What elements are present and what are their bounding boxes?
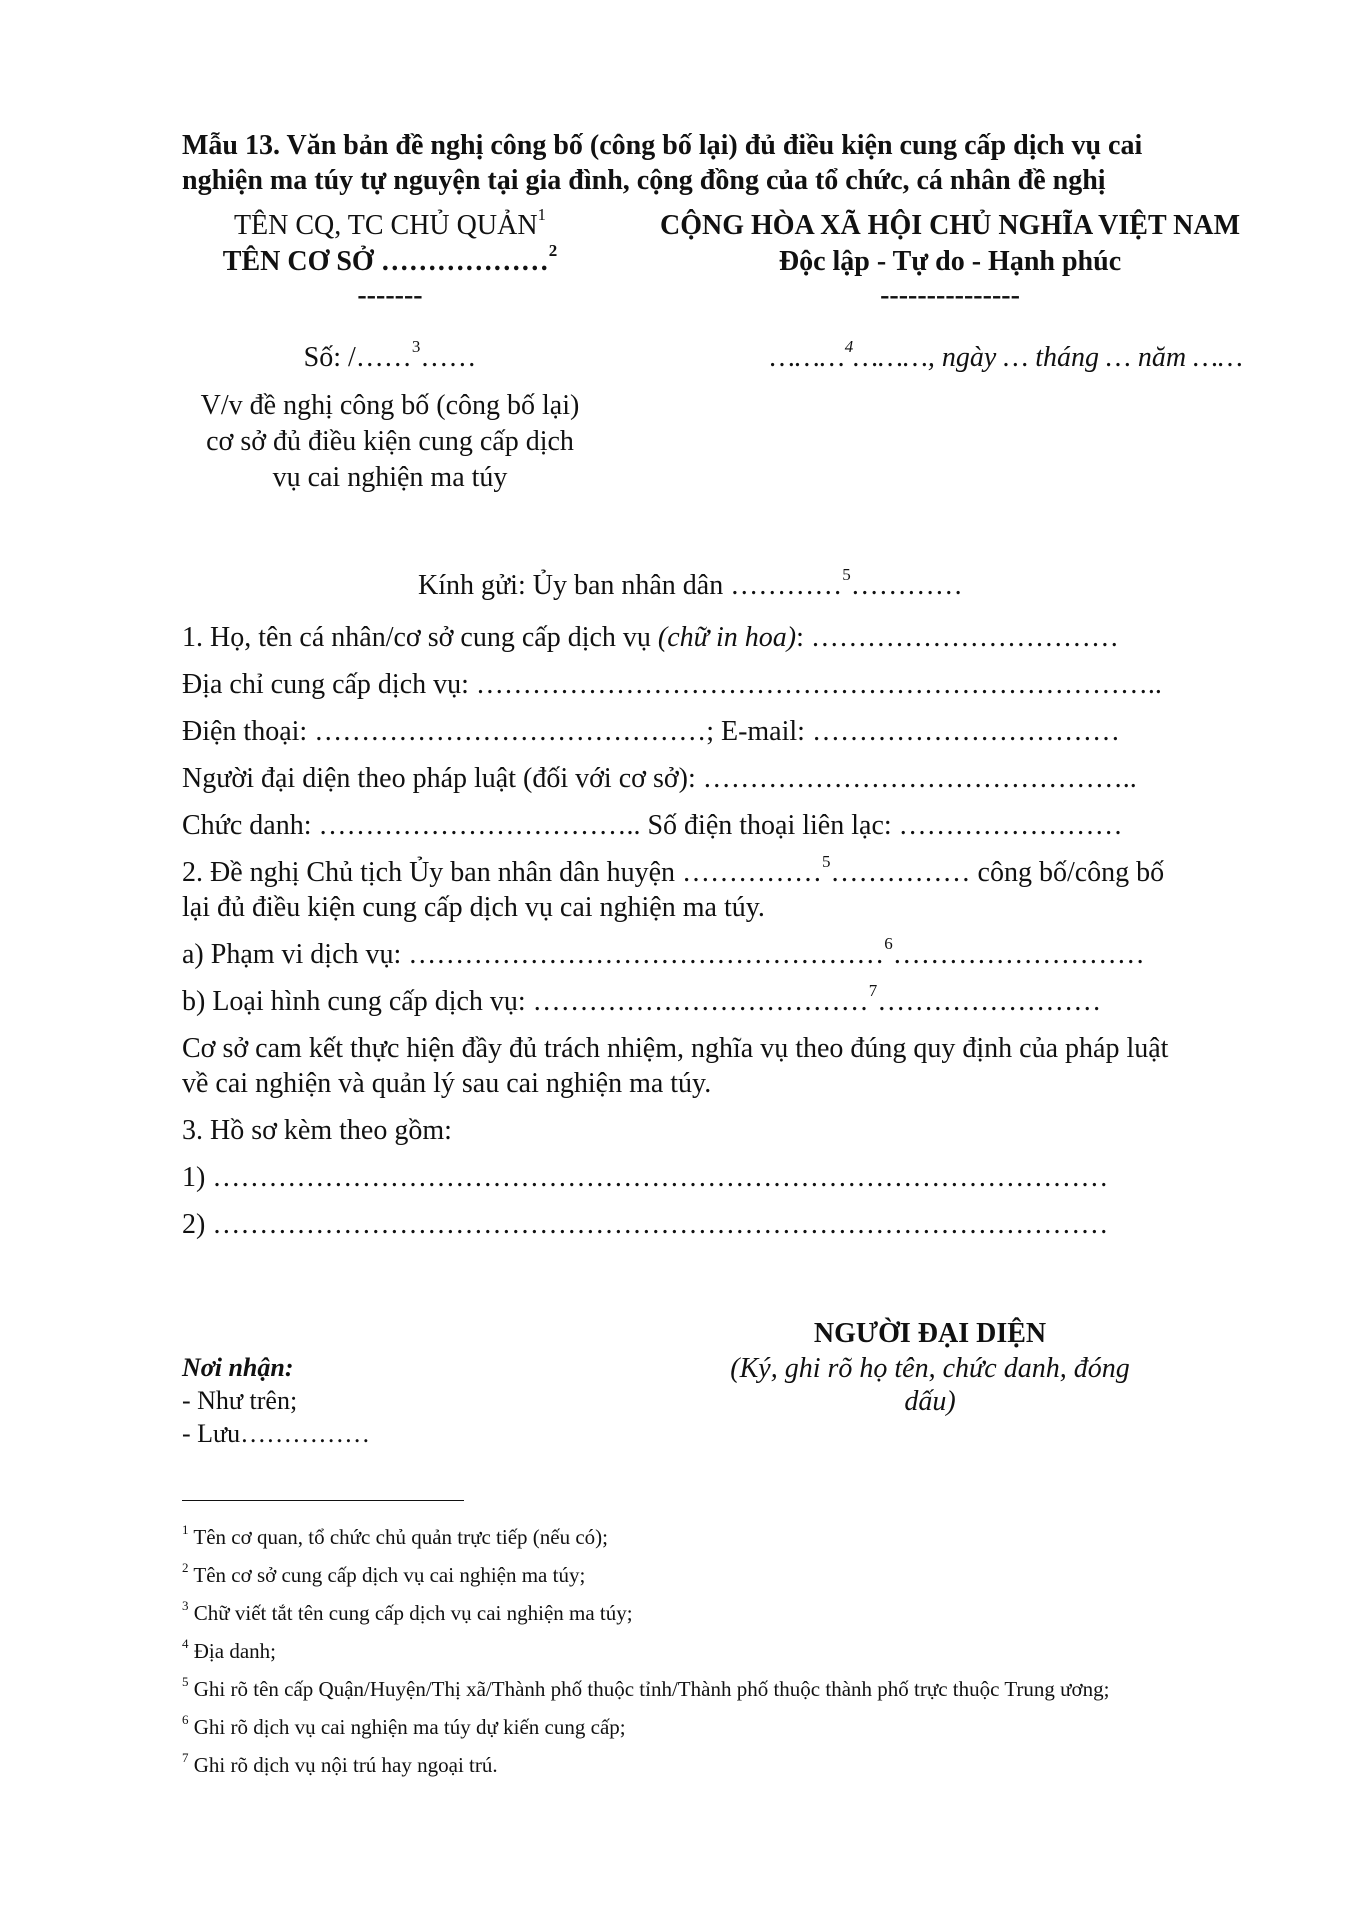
footnote-1: $^1$ Tên cơ quan, tổ chức chủ quản trực tiếp (nếu có); [182, 1522, 609, 1549]
attachment-item-2: 2) …………………………………………………………………………………… [182, 1209, 1109, 1240]
footnote-ref-3: 3 [411, 337, 421, 356]
position-phone-field: Chức danh: …………………………….. Số điện thoại liên lạc: …………………… [182, 810, 1123, 841]
footnote-ref-7: 7 [868, 981, 878, 1000]
footnote-separator [182, 1500, 464, 1501]
form-title-line2: nghiện ma túy tự nguyện tại gia đình, cộng đồng của tổ chức, cá nhân đề nghị [182, 165, 1106, 196]
subject-line3: vụ cai nghiện ma túy [272, 462, 508, 493]
country-name: CỘNG HÒA XÃ HỘI CHỦ NGHĨA VIỆT NAM [659, 210, 1241, 241]
footnote-ref-1: 1 [537, 205, 547, 224]
section2-request: 2. Đề nghị Chủ tịch Ủy ban nhân dân huyện ……………$^5$…………… công bố/công bố [182, 852, 1165, 888]
attachment-item-1: 1) …………………………………………………………………………………… [182, 1162, 1109, 1193]
left-divider: ------- [357, 280, 423, 311]
section1-name-field: 1. Họ, tên cá nhân/cơ sở cung cấp dịch vụ (chữ in hoa): …………………………… [182, 622, 1119, 653]
agency-name: TÊN CQ, TC CHỦ QUẢN$^1$ [233, 205, 547, 241]
footnote-ref-4: 4 [844, 337, 854, 356]
representative-field: Người đại diện theo pháp luật (đối với cơ sở): ……………………………………….. [182, 763, 1137, 794]
form-title-line1: Mẫu 13. Văn bản đề nghị công bố (công bố lại) đủ điều kiện cung cấp dịch vụ cai [182, 130, 1143, 161]
footnote-7: $^7$ Ghi rõ dịch vụ nội trú hay ngoại trú. [182, 1750, 498, 1777]
signature-title: NGƯỜI ĐẠI DIỆN [813, 1318, 1047, 1349]
footnote-ref-2: 2 [548, 241, 558, 260]
signature-note-line2: dấu) [904, 1386, 956, 1417]
footnote-ref-5b: 5 [822, 852, 831, 871]
facility-name: TÊN CƠ SỞ ………………$^2$ [222, 241, 558, 277]
footnote-4: $^4$ Địa danh; [182, 1636, 276, 1663]
place-date: ………$^4$………, ngày … tháng … năm …… [770, 337, 1243, 373]
footnote-ref-6: 6 [884, 934, 893, 953]
footnote-ref-5: 5 [842, 565, 851, 584]
recipient: Kính gửi: Ủy ban nhân dân …………$^5$………… [418, 565, 963, 601]
signature-note-line1: (Ký, ghi rõ họ tên, chức danh, đóng [730, 1353, 1130, 1384]
service-type-field: b) Loại hình cung cấp dịch vụ: ………………………………$^7$…………………… [182, 981, 1102, 1017]
footnote-2: $^2$ Tên cơ sở cung cấp dịch vụ cai nghiện ma túy; [182, 1560, 586, 1587]
footnote-3: $^3$ Chữ viết tắt tên cung cấp dịch vụ cai nghiện ma túy; [182, 1598, 633, 1625]
address-field: Địa chỉ cung cấp dịch vụ: ……………………………………………………………….. [182, 669, 1162, 700]
subject-line2: cơ sở đủ điều kiện cung cấp dịch [206, 426, 574, 457]
footnote-5: $^5$ Ghi rõ tên cấp Quận/Huyện/Thị xã/Thành phố thuộc tỉnh/Thành phố thuộc thành phố trực thuộc Trung ương; [182, 1674, 1110, 1701]
phone-email-field: Điện thoại: ……………………………………; E-mail: …………………………… [182, 716, 1120, 747]
recipients-item-2: - Lưu…………… [182, 1419, 371, 1448]
subject-line1: V/v đề nghị công bố (công bố lại) [200, 390, 580, 421]
right-divider: --------------- [880, 280, 1020, 311]
section2-request-line2: lại đủ điều kiện cung cấp dịch vụ cai nghiện ma túy. [182, 892, 765, 923]
section3-attachments: 3. Hồ sơ kèm theo gồm: [182, 1115, 452, 1146]
commitment-line2: về cai nghiện và quản lý sau cai nghiện ma túy. [182, 1068, 712, 1099]
national-motto: Độc lập - Tự do - Hạnh phúc [778, 246, 1122, 277]
document-number: Số: /……$^3$…… [303, 337, 477, 373]
recipients-item-1: - Như trên; [182, 1386, 298, 1415]
recipients-label: Nơi nhận: [182, 1353, 294, 1382]
service-scope-field: a) Phạm vi dịch vụ: ……………………………………………$^6$……………………… [182, 934, 1145, 970]
commitment-line1: Cơ sở cam kết thực hiện đầy đủ trách nhiệm, nghĩa vụ theo đúng quy định của pháp luật [182, 1033, 1169, 1064]
footnote-6: $^6$ Ghi rõ dịch vụ cai nghiện ma túy dự kiến cung cấp; [182, 1712, 626, 1739]
